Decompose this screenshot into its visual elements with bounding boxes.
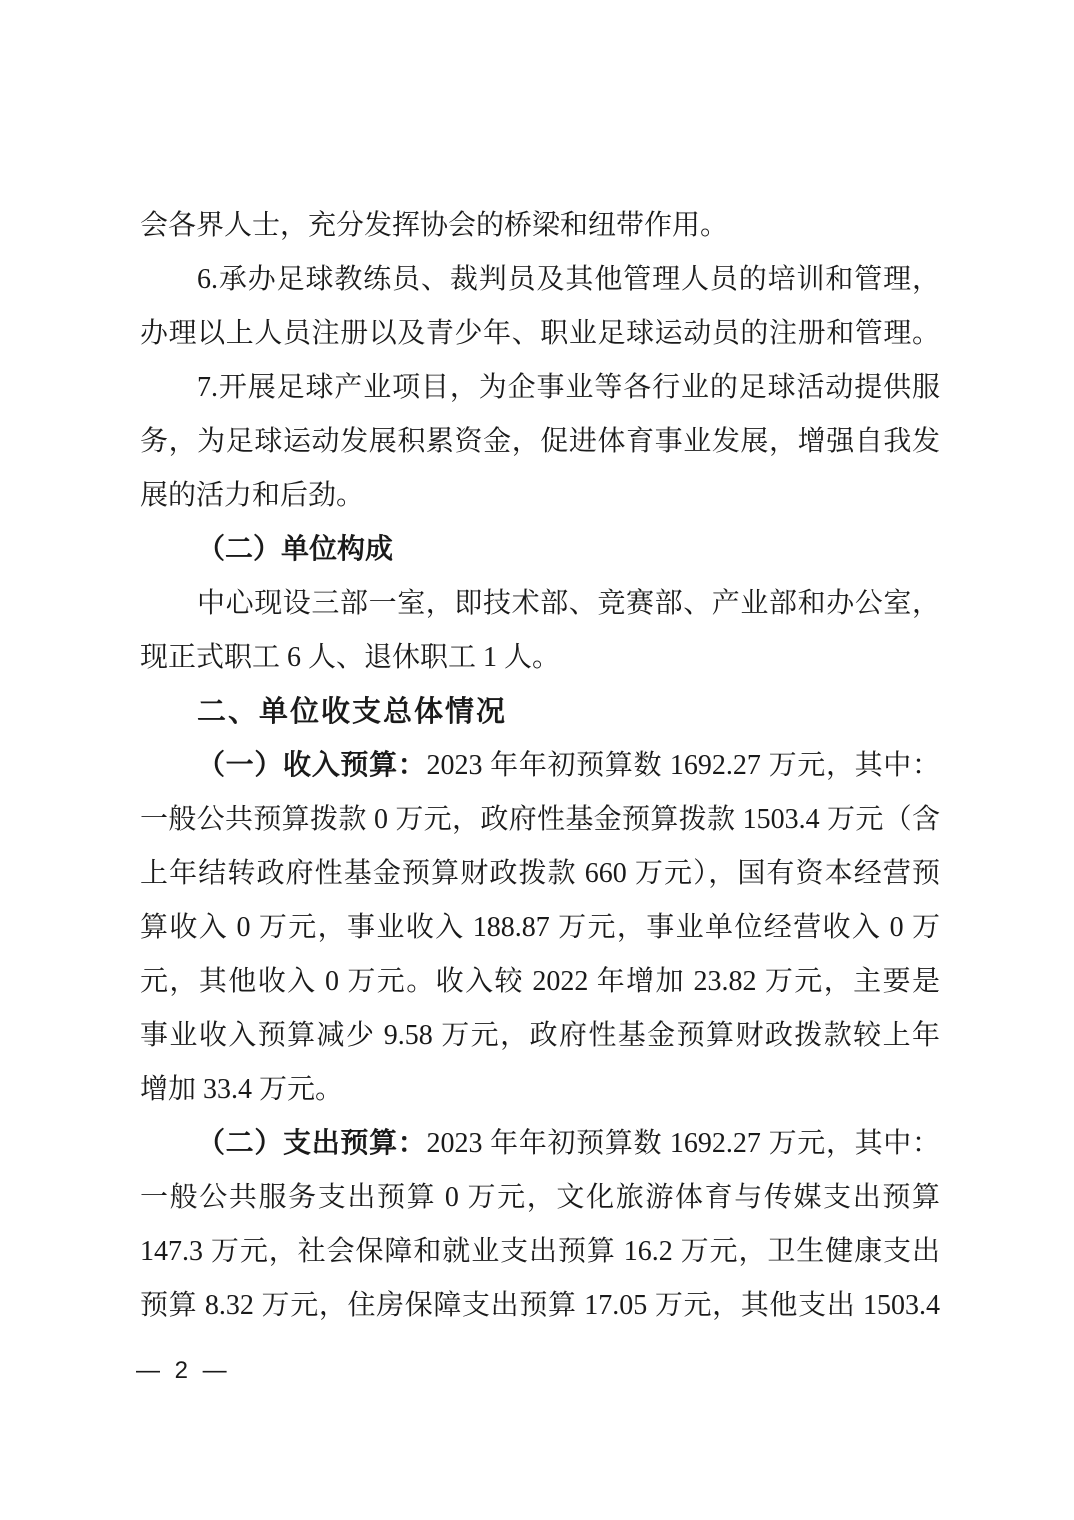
subsection-heading: （二）单位构成 (197, 534, 394, 565)
text-block (140, 199, 940, 1333)
section-heading: 二、单位收支总体情况 (197, 696, 508, 728)
subsection-label: （二）支出预算： (197, 1128, 427, 1159)
body-text-line: 办理以上人员注册以及青少年、职业足球运动员的注册和管理。 (140, 318, 940, 349)
body-text-line: 7.开展足球产业项目，为企事业等各行业的足球活动提供服 (197, 372, 940, 403)
body-text-segment: 2023 年年初预算数 1692.27 万元，其中： (426, 750, 940, 781)
body-text-line: 中心现设三部一室，即技术部、竞赛部、产业部和办公室， (197, 588, 940, 619)
body-text-line: 会各界人士，充分发挥协会的桥梁和纽带作用。 (140, 210, 729, 241)
body-text-line: 事业收入预算减少 9.58 万元，政府性基金预算财政拨款较上年 (140, 1020, 940, 1051)
body-text-line: 上年结转政府性基金预算财政拨款 660 万元），国有资本经营预 (140, 858, 940, 889)
body-text-line: 6.承办足球教练员、裁判员及其他管理人员的培训和管理， (197, 264, 940, 295)
body-text-line: 现正式职工 6 人、退休职工 1 人。 (140, 642, 561, 673)
body-text-line: 147.3 万元，社会保障和就业支出预算 16.2 万元，卫生健康支出 (140, 1236, 940, 1267)
body-text-line: 展的活力和后劲。 (140, 480, 365, 511)
body-text-line: 预算 8.32 万元，住房保障支出预算 17.05 万元，其他支出 1503.4 (140, 1290, 940, 1321)
body-text-segment: 2023 年年初预算数 1692.27 万元，其中： (426, 1128, 940, 1159)
body-text-line: 务，为足球运动发展积累资金，促进体育事业发展，增强自我发 (140, 426, 940, 457)
body-text-line: 元，其他收入 0 万元。收入较 2022 年增加 23.82 万元，主要是 (140, 966, 940, 997)
subsection-label: （一）收入预算： (197, 750, 427, 781)
body-text-line: 增加 33.4 万元。 (140, 1074, 344, 1105)
body-text-line: 一般公共服务支出预算 0 万元，文化旅游体育与传媒支出预算 (140, 1182, 940, 1213)
page-number: — 2 — (136, 1357, 231, 1384)
body-text-line: 算收入 0 万元，事业收入 188.87 万元，事业单位经营收入 0 万 (140, 912, 940, 943)
body-text-line (140, 1117, 940, 1171)
body-text-line: 一般公共预算拨款 0 万元，政府性基金预算拨款 1503.4 万元（含 (140, 804, 940, 835)
body-text-line (140, 739, 940, 793)
